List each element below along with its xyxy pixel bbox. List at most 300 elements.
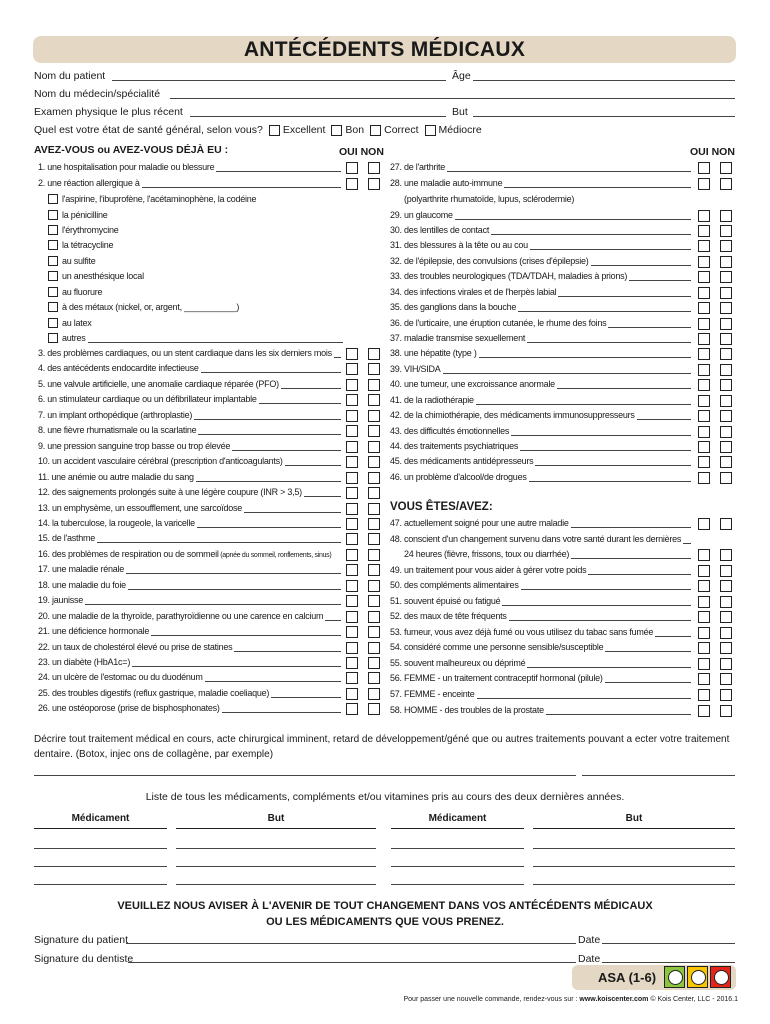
yes-checkbox[interactable] [346,564,358,576]
no-checkbox[interactable] [368,379,380,391]
treatment-field-2[interactable] [582,775,735,776]
med-rule [391,828,524,829]
checkbox-icon[interactable] [48,240,58,250]
question-10-answer-line[interactable] [285,465,341,466]
no-checkbox[interactable] [720,472,732,484]
question-16 [38,547,343,562]
checkbox-icon[interactable] [331,125,342,136]
question-32-answer-line[interactable] [591,265,691,266]
no-checkbox[interactable] [720,333,732,345]
medication-entry-line[interactable] [176,884,376,885]
no-checkbox[interactable] [720,178,732,190]
no-checkbox[interactable] [368,178,380,190]
medication-entry-line[interactable] [533,884,735,885]
yes-checkbox[interactable] [698,673,710,685]
question-21 [38,624,343,639]
treatment-description: Décrire tout traitement médical en cours, acte chirurgical imminent, retard de développement/géné que ou autres traitements pouvant a ecter votre traitement dentaire. (Botox, injec ons de collagène, par exemple) [34,734,730,760]
question-54-answer-line[interactable] [605,651,691,652]
yes-checkbox[interactable] [346,178,358,190]
no-checkbox[interactable] [368,688,380,700]
yes-checkbox[interactable] [698,642,710,654]
no-checkbox[interactable] [368,595,380,607]
question-3 [38,346,343,361]
yes-checkbox[interactable] [698,364,710,376]
no-checkbox[interactable] [720,240,732,252]
yes-checkbox[interactable] [698,549,710,561]
footer-url[interactable]: www.koiscenter.com [579,996,649,1003]
no-checkbox[interactable] [720,256,732,268]
no-checkbox[interactable] [368,456,380,468]
question-51 [390,594,693,609]
yes-checkbox[interactable] [346,657,358,669]
yes-checkbox[interactable] [698,379,710,391]
question-54-label: 54. considéré comme une personne sensible/susceptible [390,642,604,652]
doctor-field[interactable] [170,88,735,99]
checkbox-icon[interactable] [48,287,58,297]
question-27 [390,160,693,175]
checkbox-icon[interactable] [48,302,58,312]
question-52-answer-line[interactable] [509,620,691,621]
question-48-continued-label: 24 heures (fièvre, frissons, toux ou diarrhée) [404,549,570,559]
question-33-answer-line[interactable] [629,280,691,281]
health-question: Quel est votre état de santé général, selon vous? [34,124,263,136]
question-7 [38,408,343,423]
yes-checkbox[interactable] [346,595,358,607]
no-checkbox[interactable] [368,162,380,174]
patient-signature-field[interactable] [126,934,576,944]
question-22-answer-line[interactable] [234,651,341,652]
question-36-answer-line[interactable] [608,327,691,328]
no-checkbox[interactable] [720,627,732,639]
medication-entry-line[interactable] [34,866,167,867]
health-option-correct[interactable]: Correct [370,122,418,138]
checkbox-icon[interactable] [269,125,280,136]
question-6-answer-line[interactable] [259,403,341,404]
patient-name-field[interactable] [112,70,446,81]
yes-checkbox[interactable] [346,503,358,515]
question-43-label: 43. des difficultés émotionnelles [390,426,510,436]
no-checkbox[interactable] [720,379,732,391]
no-checkbox[interactable] [720,348,732,360]
yes-no-header-right: OUI NON [690,146,735,158]
question-16-label: 16. des problèmes de respiration ou de sommeil (apnée du sommeil, ronflements, sinus) [38,549,332,559]
yes-checkbox[interactable] [346,348,358,360]
no-checkbox[interactable] [368,394,380,406]
question-37-answer-line[interactable] [527,342,691,343]
yes-checkbox[interactable] [698,611,710,623]
question-20-answer-line[interactable] [325,620,341,621]
checkbox-icon[interactable] [425,125,436,136]
allergy-label: au sulfite [62,256,96,266]
question-57-label: 57. FEMME - enceinte [390,689,475,699]
med-rule [533,828,735,829]
question-45 [390,454,693,469]
question-3-answer-line[interactable] [334,357,341,358]
question-12 [38,485,343,500]
question-15-answer-line[interactable] [97,542,341,543]
question-48-answer-line[interactable] [683,543,691,544]
question-34 [390,285,693,300]
no-checkbox[interactable] [720,302,732,314]
question-23 [38,655,343,670]
yes-checkbox[interactable] [698,596,710,608]
question-29-answer-line[interactable] [455,219,691,220]
no-checkbox[interactable] [720,318,732,330]
no-checkbox[interactable] [368,410,380,422]
dentist-date-field[interactable] [602,953,735,963]
no-checkbox[interactable] [720,271,732,283]
question-25-answer-line[interactable] [271,697,341,698]
yes-checkbox[interactable] [698,333,710,345]
question-57-answer-line[interactable] [477,698,691,699]
allergy-label: la tétracycline [62,240,114,250]
yes-checkbox[interactable] [346,611,358,623]
question-33-label: 33. des troubles neurologiques (TDA/TDAH, maladies à prions) [390,271,628,281]
no-checkbox[interactable] [720,596,732,608]
no-checkbox[interactable] [368,487,380,499]
no-checkbox[interactable] [368,503,380,515]
question-58-answer-line[interactable] [546,714,691,715]
allergy-label: la pénicilline [62,210,108,220]
checkbox-icon[interactable] [370,125,381,136]
question-12-label: 12. des saignements prolongés suite à une légère coupure (INR > 3,5) [38,487,302,497]
question-38-label: 38. une hépatite (type ) [390,348,477,358]
yes-checkbox[interactable] [698,256,710,268]
yes-checkbox[interactable] [346,456,358,468]
no-checkbox[interactable] [720,225,732,237]
yes-checkbox[interactable] [698,580,710,592]
question-8-answer-line[interactable] [198,434,341,435]
age-field[interactable] [473,70,735,81]
medication-entry-line[interactable] [176,866,376,867]
yes-checkbox[interactable] [346,379,358,391]
question-47-answer-line[interactable] [571,527,691,528]
question-34-answer-line[interactable] [558,296,691,297]
question-19-answer-line[interactable] [85,604,341,605]
no-checkbox[interactable] [368,703,380,715]
question-45-answer-line[interactable] [535,465,691,466]
question-28-note: (polyarthrite rhumatoïde, lupus, sclérodermie) [404,194,575,204]
question-40-label: 40. une tumeur, une excroissance anormale [390,379,555,389]
no-checkbox[interactable] [720,689,732,701]
question-31-answer-line[interactable] [530,249,691,250]
health-option-bon[interactable]: Bon [331,122,364,138]
yes-checkbox[interactable] [346,425,358,437]
asa-red-indicator[interactable] [710,966,731,988]
question-2-answer-line[interactable] [142,187,341,188]
health-option-excellent[interactable]: Excellent [269,122,326,138]
no-checkbox[interactable] [368,564,380,576]
yes-checkbox[interactable] [698,240,710,252]
question-10 [38,454,343,469]
question-22-label: 22. un taux de cholestérol élevé ou prise de statines [38,642,233,652]
yes-checkbox[interactable] [346,642,358,654]
medication-entry-line[interactable] [176,848,376,849]
question-17 [38,562,343,577]
question-1-answer-line[interactable] [216,171,341,172]
question-5-label: 5. une valvule artificielle, une anomalie cardiaque réparée (PFO) [38,379,279,389]
yes-checkbox[interactable] [346,487,358,499]
question-4-answer-line[interactable] [201,372,341,373]
question-25 [38,686,343,701]
question-27-answer-line[interactable] [447,171,691,172]
yes-checkbox[interactable] [346,162,358,174]
medication-entry-line[interactable] [391,848,524,849]
yes-checkbox[interactable] [698,271,710,283]
question-39-answer-line[interactable] [443,373,691,374]
question-53 [390,625,693,640]
checkbox-icon[interactable] [48,256,58,266]
patient-signature-label: Signature du patient [34,934,128,946]
treatment-field-1[interactable] [34,775,576,776]
med-col-medication-1: Médicament [71,813,130,824]
yes-checkbox[interactable] [698,658,710,670]
yes-checkbox[interactable] [698,348,710,360]
question-11-answer-line[interactable] [196,481,341,482]
question-40 [390,377,693,392]
question-41-answer-line[interactable] [476,404,691,405]
question-19 [38,593,343,608]
no-checkbox[interactable] [368,549,380,561]
yes-checkbox[interactable] [346,533,358,545]
patient-date-label: Date [578,934,601,946]
question-13 [38,501,343,516]
question-11 [38,470,343,485]
question-8-label: 8. une fièvre rhumatismale ou la scarlatine [38,425,197,435]
question-43 [390,424,693,439]
yes-checkbox[interactable] [698,302,710,314]
checkbox-icon[interactable] [48,333,58,343]
yes-checkbox[interactable] [346,672,358,684]
footer-prefix: Pour passer une nouvelle commande, rendez-vous sur : [403,996,578,1003]
no-checkbox[interactable] [368,518,380,530]
no-checkbox[interactable] [368,348,380,360]
question-28-answer-line[interactable] [504,187,691,188]
exam-purpose-label: But [452,106,468,118]
question-48 [390,532,693,547]
no-checkbox[interactable] [368,533,380,545]
yes-checkbox[interactable] [346,580,358,592]
yes-checkbox[interactable] [346,410,358,422]
section2-heading: VOUS ÊTES/AVEZ: [390,501,493,513]
no-checkbox[interactable] [720,705,732,717]
yes-checkbox[interactable] [346,626,358,638]
medication-entry-line[interactable] [533,848,735,849]
no-checkbox[interactable] [720,611,732,623]
exam-field[interactable] [190,106,446,117]
yes-checkbox[interactable] [698,518,710,530]
allergy-label: l'érythromycine [62,225,119,235]
yes-checkbox[interactable] [346,472,358,484]
question-22 [38,640,343,655]
checkbox-icon[interactable] [48,271,58,281]
checkbox-icon[interactable] [48,225,58,235]
no-checkbox[interactable] [368,425,380,437]
question-29 [390,208,693,223]
question-40-answer-line[interactable] [557,388,691,389]
question-26-answer-line[interactable] [222,712,341,713]
yes-checkbox[interactable] [346,518,358,530]
yes-checkbox[interactable] [698,287,710,299]
exam-purpose-field[interactable] [473,106,735,117]
question-23-answer-line[interactable] [132,666,341,667]
question-2 [38,176,343,191]
question-46-answer-line[interactable] [529,481,691,482]
question-15 [38,531,343,546]
no-checkbox[interactable] [720,441,732,453]
question-50 [390,578,693,593]
question-14-answer-line[interactable] [197,527,341,528]
checkbox-icon[interactable] [48,318,58,328]
question-30 [390,223,693,238]
checkbox-icon[interactable] [48,194,58,204]
no-checkbox[interactable] [368,642,380,654]
question-57 [390,687,693,702]
no-checkbox[interactable] [720,210,732,222]
question-13-answer-line[interactable] [244,512,341,513]
question-24-answer-line[interactable] [205,681,341,682]
question-48-continued-answer-line[interactable] [571,558,691,559]
question-5-answer-line[interactable] [281,388,341,389]
question-3-label: 3. des problèmes cardiaques, ou un stent cardiaque dans les six derniers mois [38,348,332,358]
question-30-label: 30. des lentilles de contact [390,225,490,235]
yes-checkbox[interactable] [698,178,710,190]
medication-entry-line[interactable] [391,884,524,885]
question-21-answer-line[interactable] [151,635,341,636]
question-28 [390,176,693,191]
no-checkbox[interactable] [368,441,380,453]
yes-checkbox[interactable] [698,410,710,422]
allergy-other-line[interactable] [88,333,343,343]
medication-entry-line[interactable] [391,866,524,867]
yes-checkbox[interactable] [698,472,710,484]
no-checkbox[interactable] [720,518,732,530]
question-37-label: 37. maladie transmise sexuellement [390,333,526,343]
allergy-label: l'aspirine, l'ibuprofène, l'acétaminophène, la codéine [62,194,257,204]
question-32 [390,254,693,269]
no-checkbox[interactable] [368,672,380,684]
question-53-answer-line[interactable] [655,636,691,637]
patient-name-label: Nom du patient [34,70,106,82]
dentist-signature-field[interactable] [128,953,576,963]
circle-icon [714,970,729,985]
yes-checkbox[interactable] [698,210,710,222]
question-58-label: 58. HOMME - des troubles de la prostate [390,705,544,715]
no-checkbox[interactable] [720,364,732,376]
patient-date-field[interactable] [602,934,735,944]
yes-checkbox[interactable] [346,703,358,715]
no-checkbox[interactable] [720,162,732,174]
question-55 [390,656,693,671]
question-44-answer-line[interactable] [520,450,691,451]
question-15-label: 15. de l'asthme [38,533,96,543]
yes-no-header-left: OUI NON [339,146,384,158]
medication-entry-line[interactable] [34,884,167,885]
asa-green-indicator[interactable] [664,966,685,988]
checkbox-icon[interactable] [48,210,58,220]
question-17-answer-line[interactable] [126,573,341,574]
yes-checkbox[interactable] [698,689,710,701]
question-52 [390,609,693,624]
question-50-answer-line[interactable] [521,589,691,590]
no-checkbox[interactable] [720,673,732,685]
yes-checkbox[interactable] [346,394,358,406]
exam-label: Examen physique le plus récent [34,106,183,118]
question-34-label: 34. des infections virales et de l'herpès labial [390,287,557,297]
question-38-answer-line[interactable] [479,357,691,358]
yes-checkbox[interactable] [698,627,710,639]
health-option-mediocre[interactable]: Médiocre [425,122,482,138]
medication-entry-line[interactable] [34,848,167,849]
question-35-answer-line[interactable] [518,311,691,312]
question-51-answer-line[interactable] [502,605,691,606]
question-17-label: 17. une maladie rénale [38,564,125,574]
yes-checkbox[interactable] [698,162,710,174]
question-30-answer-line[interactable] [491,234,691,235]
question-12-answer-line[interactable] [304,496,341,497]
yes-checkbox[interactable] [346,549,358,561]
asa-yellow-indicator[interactable] [687,966,708,988]
yes-checkbox[interactable] [698,456,710,468]
question-1 [38,160,343,175]
question-1-label: 1. une hospitalisation pour maladie ou blessure [38,162,215,172]
no-checkbox[interactable] [368,657,380,669]
no-checkbox[interactable] [368,363,380,375]
no-checkbox[interactable] [720,549,732,561]
yes-checkbox[interactable] [698,395,710,407]
yes-checkbox[interactable] [698,441,710,453]
no-checkbox[interactable] [720,395,732,407]
question-9-answer-line[interactable] [232,450,341,451]
question-18 [38,578,343,593]
yes-checkbox[interactable] [698,225,710,237]
no-checkbox[interactable] [720,410,732,422]
question-7-answer-line[interactable] [194,419,341,420]
yes-checkbox[interactable] [698,705,710,717]
yes-checkbox[interactable] [346,363,358,375]
question-55-answer-line[interactable] [527,667,691,668]
no-checkbox[interactable] [368,472,380,484]
yes-checkbox[interactable] [346,441,358,453]
no-checkbox[interactable] [368,611,380,623]
no-checkbox[interactable] [720,565,732,577]
no-checkbox[interactable] [720,580,732,592]
dentist-date-label: Date [578,953,601,965]
age-label: Âge [452,70,471,82]
medication-entry-line[interactable] [533,866,735,867]
yes-checkbox[interactable] [698,426,710,438]
question-6 [38,392,343,407]
question-43-answer-line[interactable] [511,435,691,436]
yes-checkbox[interactable] [698,318,710,330]
no-checkbox[interactable] [368,580,380,592]
no-checkbox[interactable] [720,456,732,468]
question-18-answer-line[interactable] [128,589,341,590]
no-checkbox[interactable] [720,642,732,654]
question-42-answer-line[interactable] [637,419,691,420]
yes-checkbox[interactable] [698,565,710,577]
question-49-answer-line[interactable] [588,574,691,575]
question-20 [38,609,343,624]
no-checkbox[interactable] [720,287,732,299]
no-checkbox[interactable] [368,626,380,638]
yes-checkbox[interactable] [346,688,358,700]
no-checkbox[interactable] [720,658,732,670]
question-44-label: 44. des traitements psychiatriques [390,441,519,451]
no-checkbox[interactable] [720,426,732,438]
question-56-answer-line[interactable] [605,682,691,683]
circle-icon [668,970,683,985]
